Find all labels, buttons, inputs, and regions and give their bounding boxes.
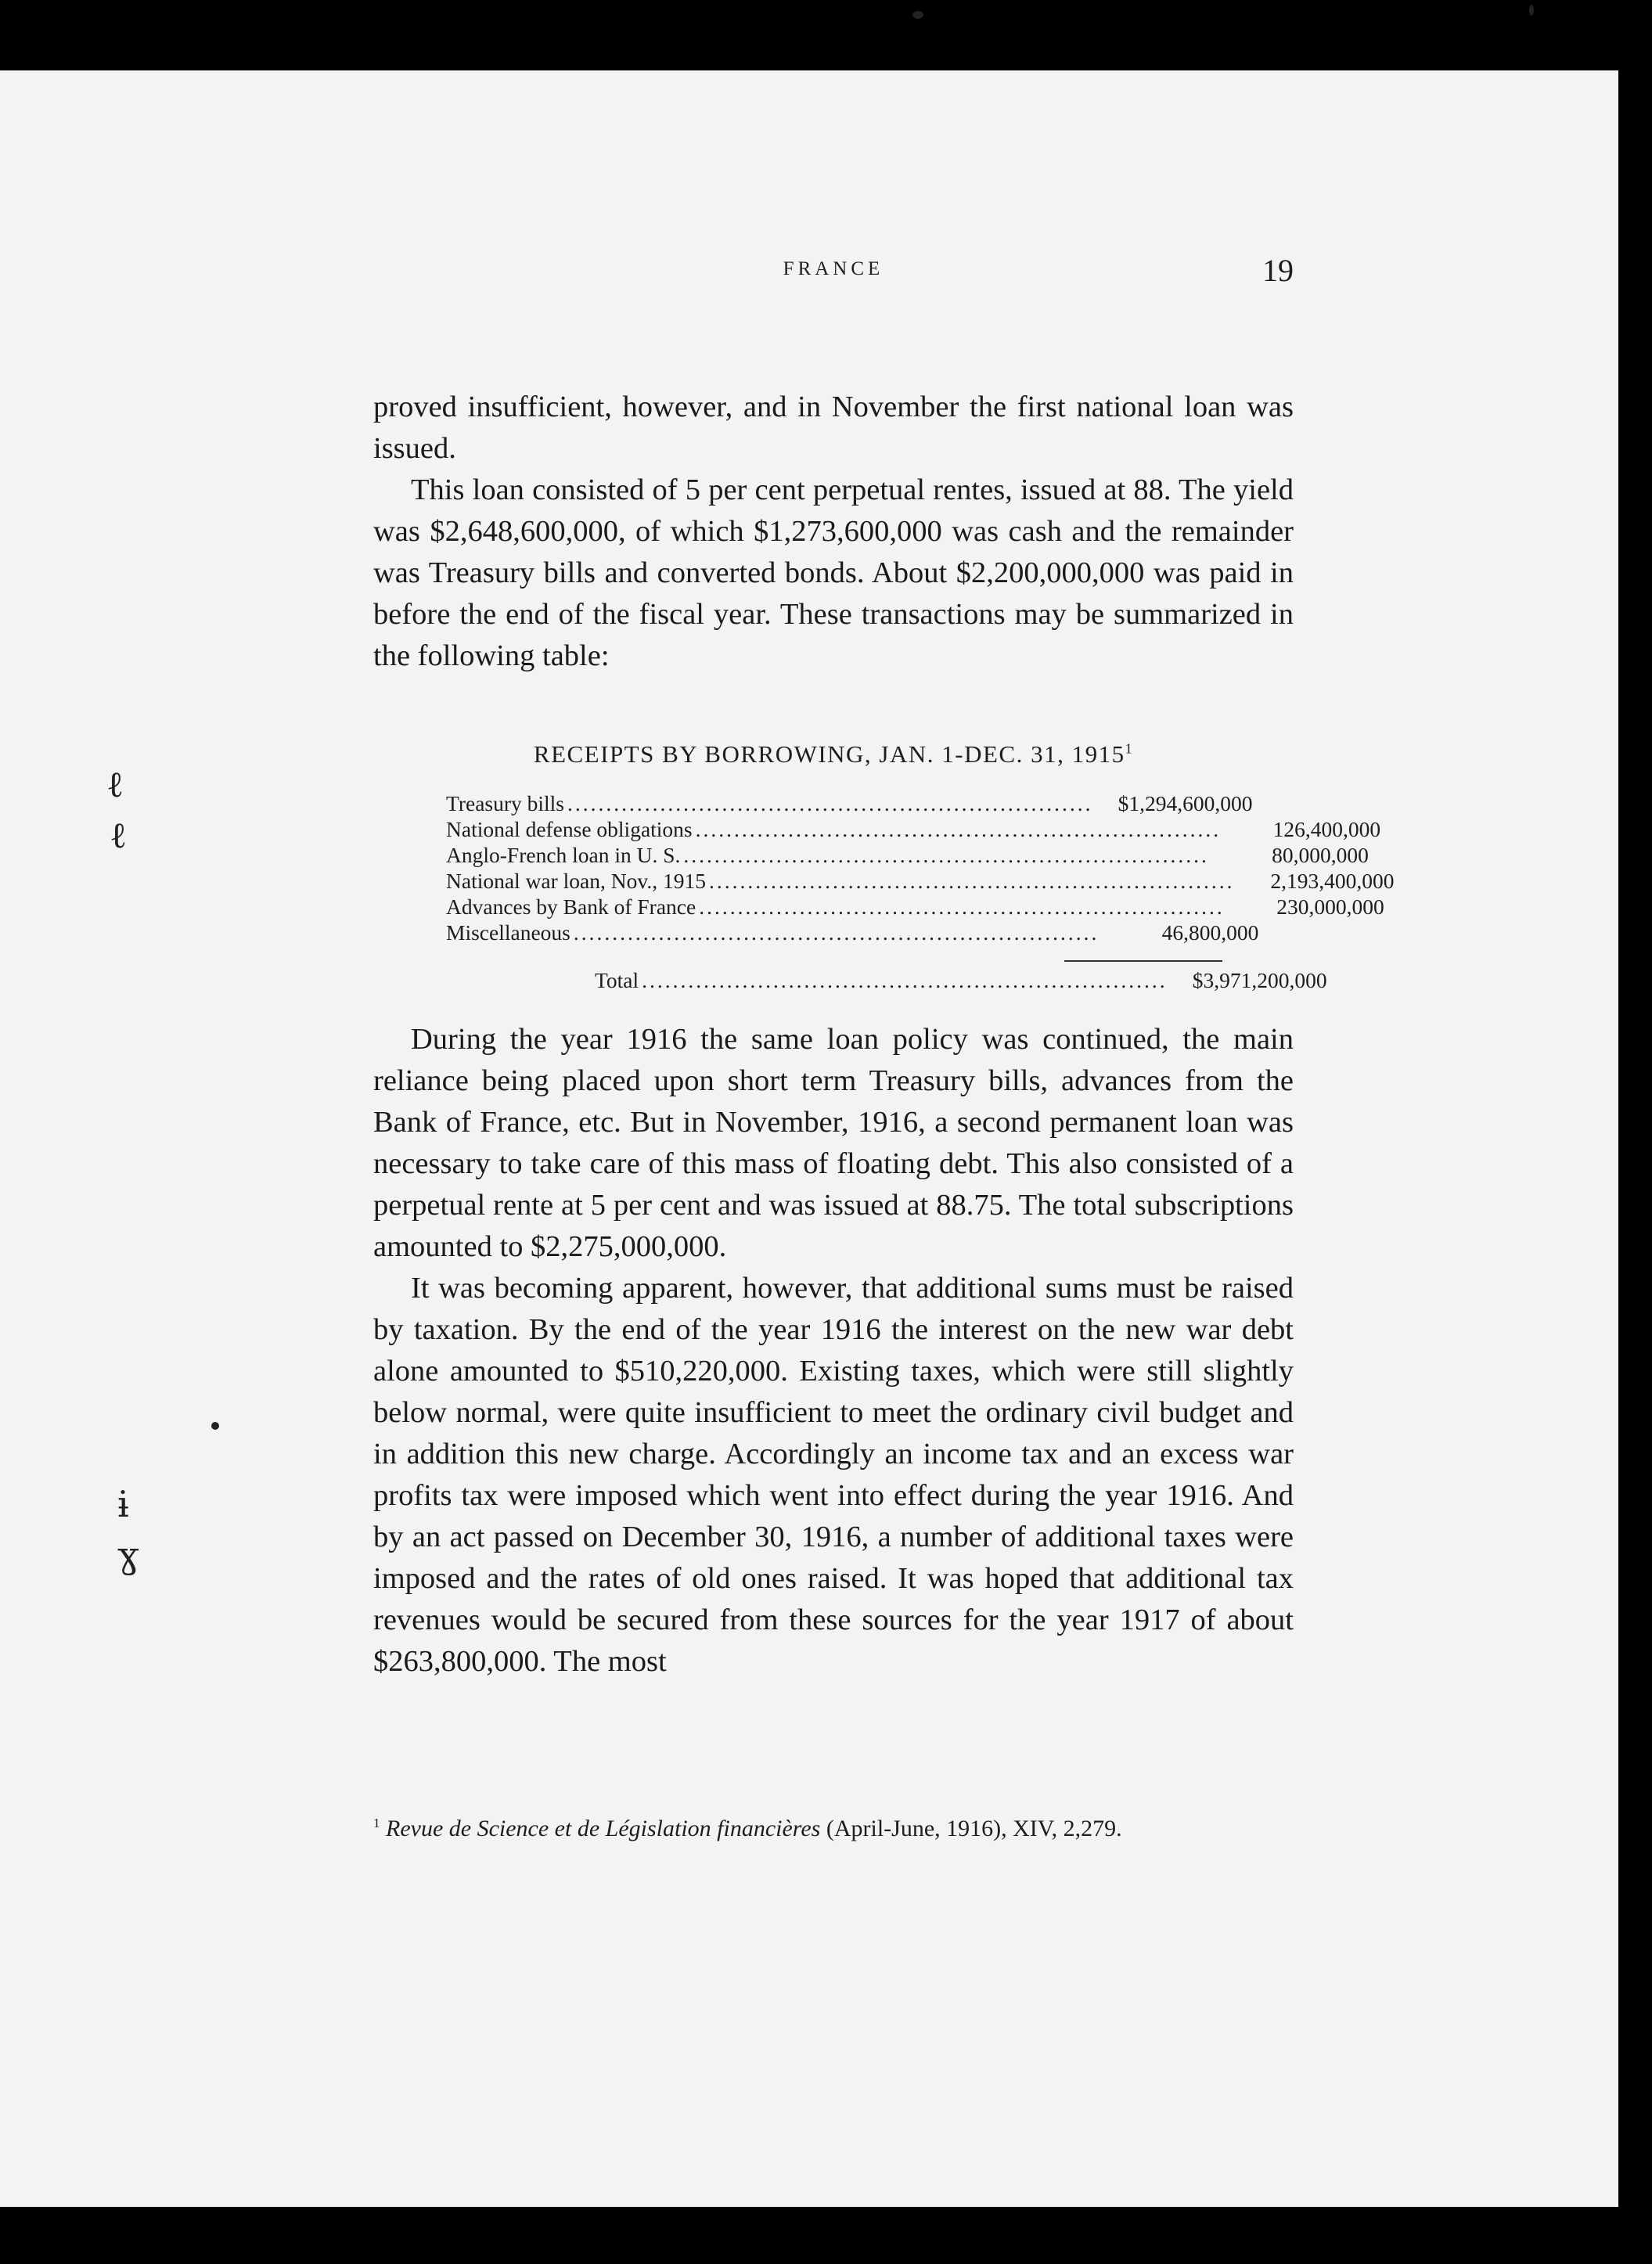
table-row: [446, 842, 1369, 868]
table-row: [446, 790, 1253, 816]
row-label: Anglo-French loan in U. S.: [446, 843, 681, 867]
margin-mark: ℓ: [106, 763, 124, 805]
page-number: 19: [1262, 253, 1294, 288]
scan-bottom-edge: [0, 2207, 1652, 2264]
leader-dots: ....................................................................: [573, 920, 1100, 945]
footnote-marker: 1: [373, 1816, 380, 1830]
scan-speck: [1529, 5, 1534, 16]
row-amount: 230,000,000: [1276, 894, 1384, 919]
footnote-ref: 1: [1125, 740, 1134, 757]
row-amount: 46,800,000: [1161, 920, 1259, 945]
row-amount: $1,294,600,000: [1118, 791, 1253, 815]
table-title: [373, 740, 1294, 768]
running-head: [373, 252, 1294, 288]
row-amount: 2,193,400,000: [1270, 869, 1395, 893]
row-label: Miscellaneous: [446, 920, 570, 945]
receipts-table: [446, 790, 1395, 993]
margin-mark: ɣ: [117, 1534, 139, 1576]
paragraph: proved insufficient, however, and in November the first national loan was issued.: [373, 391, 1294, 465]
leader-dots: ....................................................................: [567, 791, 1093, 815]
footnote-citation: (April-June, 1916), XIV, 2,279.: [820, 1816, 1122, 1841]
table-row: [446, 868, 1395, 894]
running-title: FRANCE: [783, 258, 884, 279]
row-label: Treasury bills: [446, 791, 565, 815]
footnote: [373, 1809, 1294, 1843]
row-amount: 126,400,000: [1272, 817, 1381, 841]
table-row: [446, 920, 1259, 945]
leader-dots: ....................................................................: [699, 894, 1225, 919]
row-label: National war loan, Nov., 1915: [446, 869, 706, 893]
total-rule: [1064, 960, 1222, 962]
row-label: Advances by Bank of France: [446, 894, 696, 919]
footnote-source-title: Revue de Science et de Législation financières: [386, 1816, 821, 1841]
scan-speck: [211, 1422, 219, 1430]
leader-dots: ....................................................................: [683, 843, 1209, 867]
total-label: Total: [595, 968, 639, 992]
paragraph: It was becoming apparent, however, that additional sums must be raised by taxation. By the end of the year 1916 the interest on the new war debt alone amounted to $510,220,000. Existing taxes, which were still slightly below normal, were quite insufficient to meet the ordinary civil budget and in addition this new charge. Accordingly an income tax and an excess war profits tax were imposed which went into effect during the year 1916. And by an act passed on December 30, 1916, a number of additional taxes were imposed and the rates of old ones raised. It was hoped that additional tax revenues would be secured from these sources for the year 1917 of about $263,800,000. The most: [373, 1272, 1294, 1678]
row-label: National defense obligations: [446, 817, 693, 841]
leader-dots: ....................................................................: [695, 817, 1222, 841]
body-text-top: [373, 387, 1294, 677]
leader-dots: ....................................................................: [708, 869, 1235, 893]
body-text-bottom: [373, 1019, 1294, 1683]
scan-edge: [1618, 0, 1652, 2264]
table-row: [446, 816, 1381, 842]
paragraph: During the year 1916 the same loan policy was continued, the main reliance being placed upon short term Treasury bills, advances from the Bank of France, etc. But in November, 1916, a second permanent loan was necessary to take care of this mass of floating debt. This also consisted of a perpetual rente at 5 per cent and was issued at 88.75. The total subscriptions amounted to $2,275,000,000.: [373, 1023, 1294, 1263]
paragraph: This loan consisted of 5 per cent perpetual rentes, issued at 88. The yield was $2,648,600,000, of which $1,273,600,000 was cash and the remainder was Treasury bills and converted bonds. About $2,200,000,000 was paid in before the end of the fiscal year. These transactions may be summarized in the following table:: [373, 473, 1294, 672]
total-amount: $3,971,200,000: [1192, 968, 1327, 992]
leader-dots: ....................................................................: [642, 968, 1168, 992]
table-title-text: RECEIPTS BY BORROWING, JAN. 1-DEC. 31, 1915: [533, 740, 1125, 768]
margin-mark: ℓ: [110, 814, 128, 856]
scan-speck: [912, 11, 923, 19]
row-amount: 80,000,000: [1272, 843, 1369, 867]
margin-mark: ɨ: [117, 1483, 129, 1525]
table-row: [446, 894, 1384, 920]
table-total-row: [446, 967, 1327, 993]
